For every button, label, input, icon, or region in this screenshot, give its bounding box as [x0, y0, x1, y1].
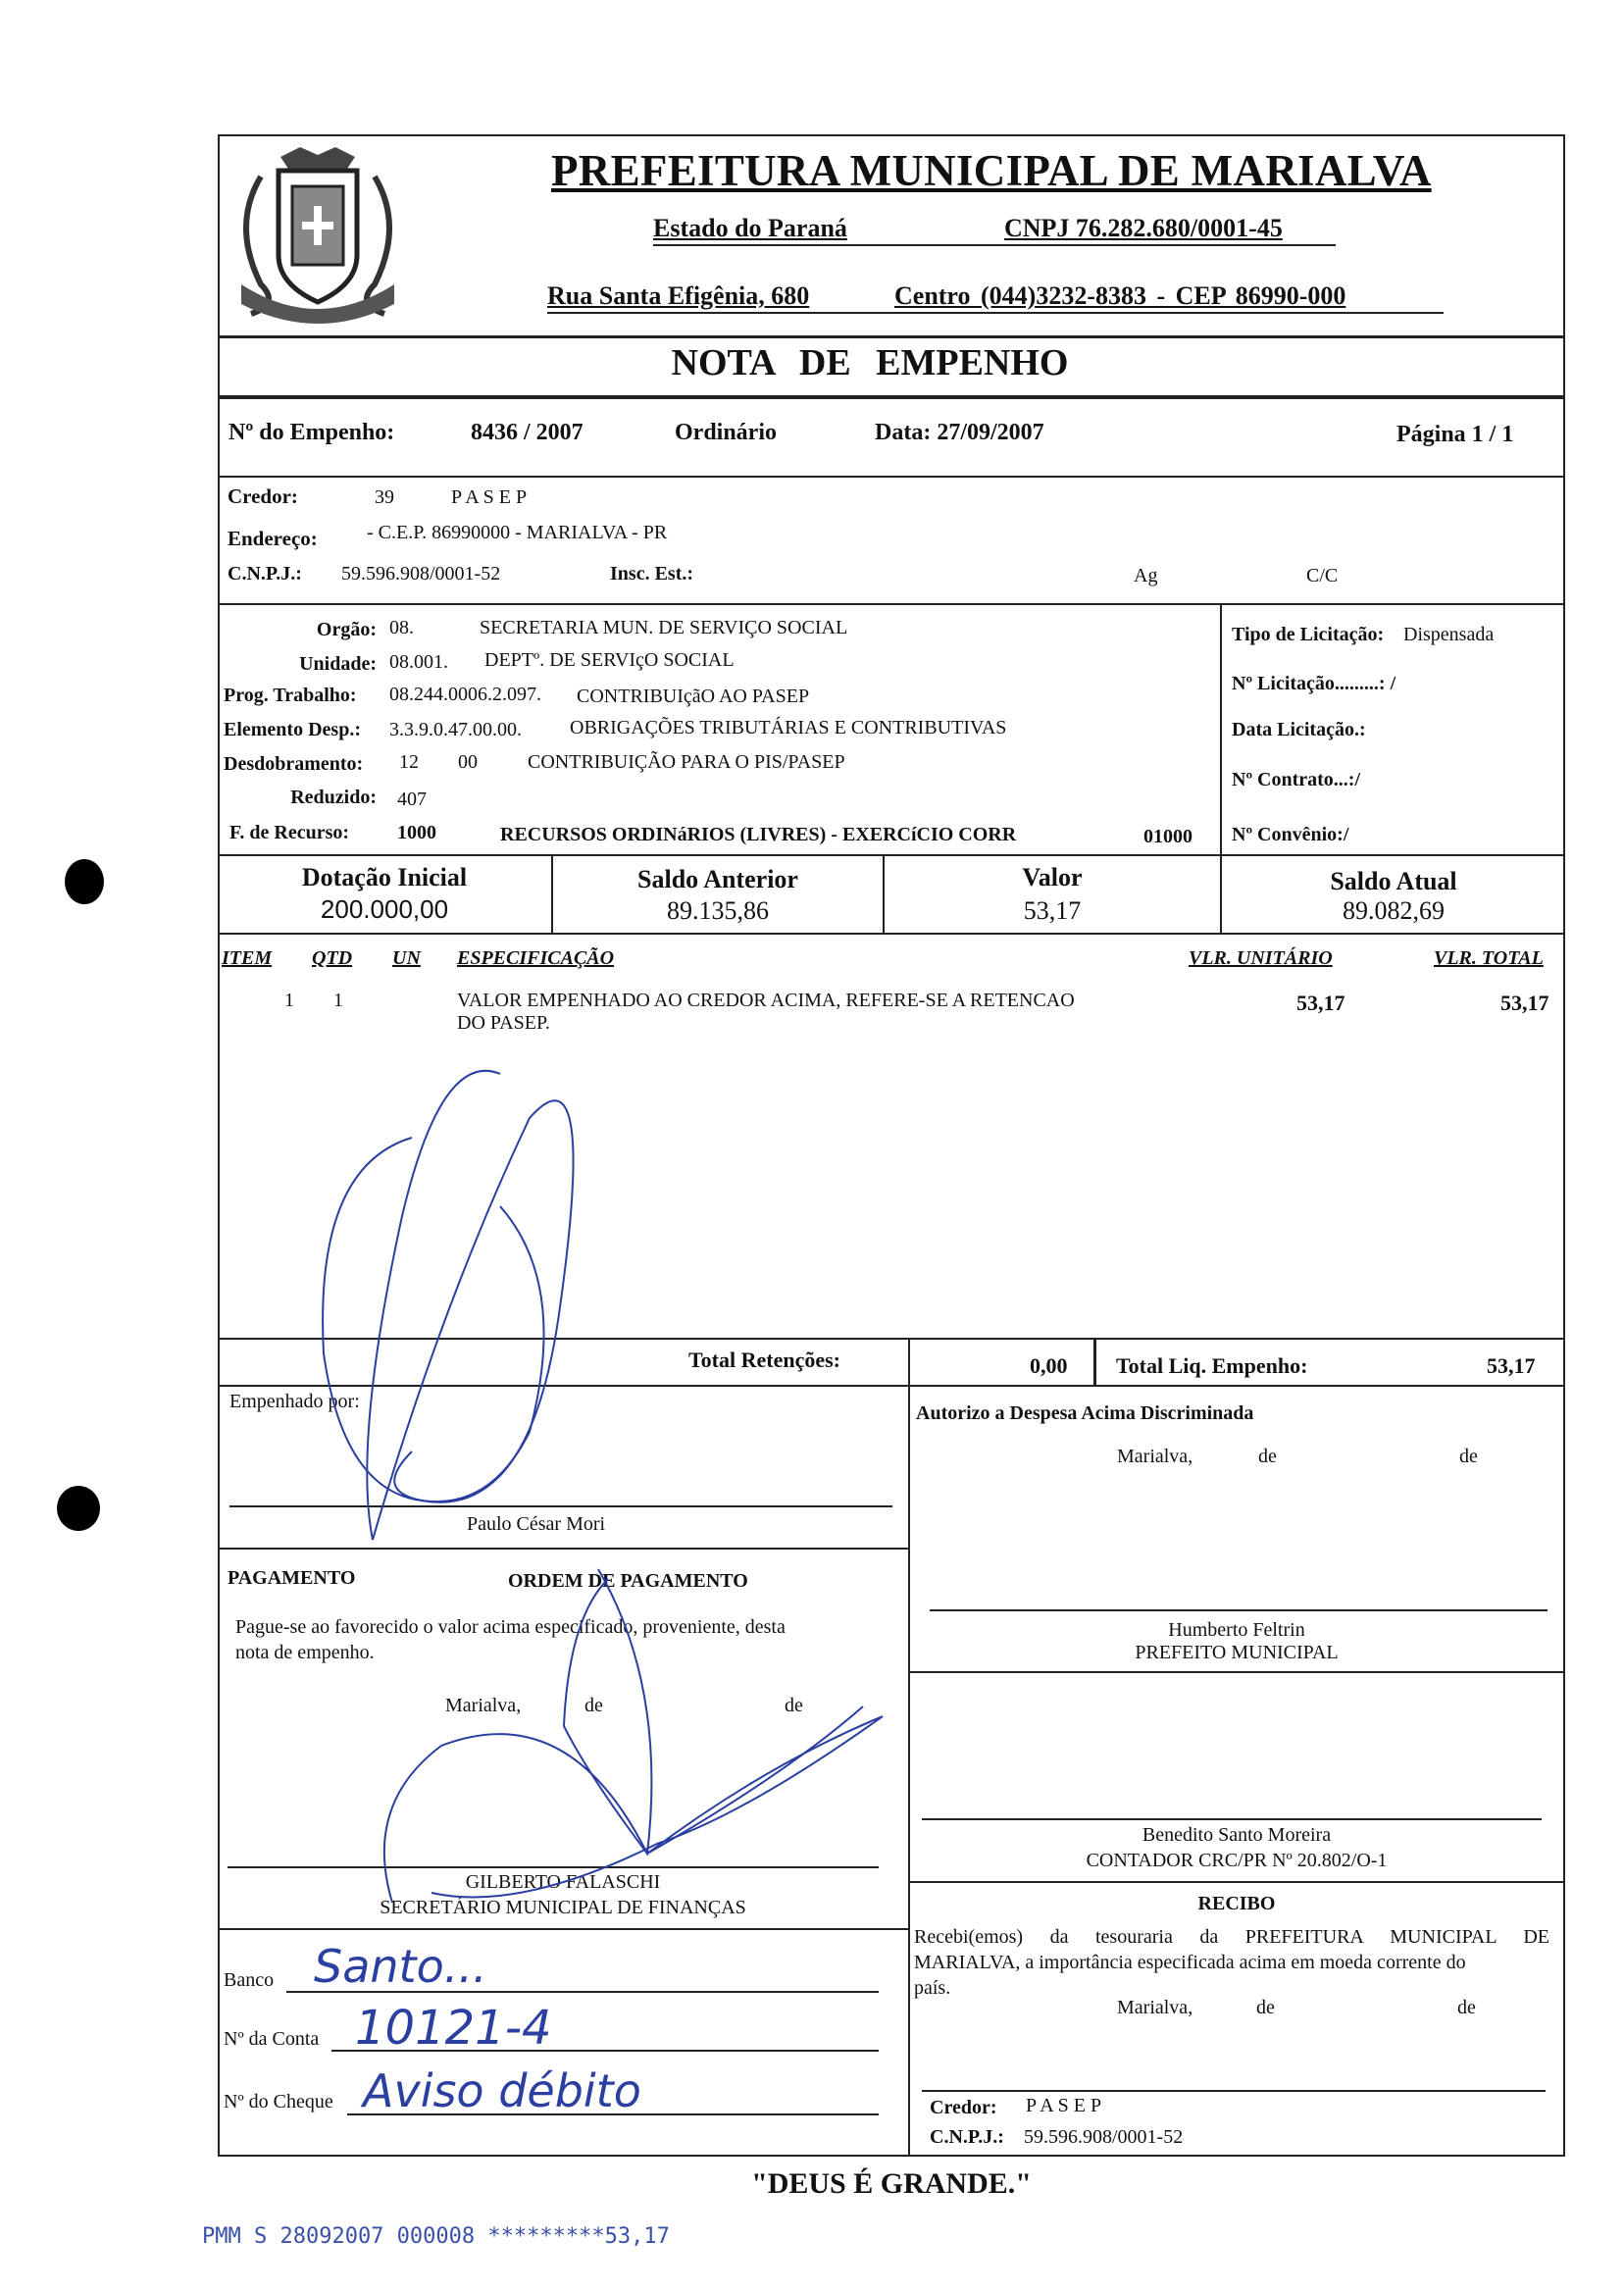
col-valor-unitario: VLR. UNITÁRIO	[1189, 947, 1333, 969]
col-valor-total: VLR. TOTAL	[1434, 947, 1544, 969]
tipo-licitacao-label: Tipo de Licitação:	[1232, 624, 1385, 645]
address-label: Endereço:	[228, 527, 318, 550]
data-licitacao: Data Licitação.:	[1232, 719, 1366, 740]
prog-name: CONTRIBUIçãO AO PASEP	[577, 686, 810, 707]
empenhado-name: Paulo César Mori	[467, 1513, 606, 1535]
divider	[1093, 1340, 1096, 1387]
desdobramento-code1: 12	[399, 751, 419, 773]
recibo-text-cont: MARIALVA, a importância especificada acima em moeda corrente do	[914, 1952, 1466, 1973]
pagamento-de1: de	[584, 1695, 603, 1716]
saldo-anterior-value: 89.135,86	[667, 896, 769, 925]
banco-label: Banco	[224, 1969, 275, 1991]
document-title: NOTA DE EMPENHO	[671, 342, 1069, 383]
signature-line	[930, 1609, 1548, 1611]
unidade-label: Unidade:	[299, 653, 377, 675]
empenho-number-label: Nº do Empenho:	[228, 420, 395, 445]
pagamento-de2: de	[785, 1695, 803, 1716]
elemento-label: Elemento Desp.:	[224, 719, 361, 740]
prefeito-name: Humberto Feltrin	[1168, 1619, 1305, 1641]
recibo-city: Marialva,	[1117, 1997, 1193, 2018]
recurso-code: 1000	[397, 822, 436, 843]
autorizo-de1: de	[1258, 1446, 1277, 1467]
contador-role: CONTADOR CRC/PR Nº 20.802/O-1	[1086, 1850, 1388, 1871]
punch-hole	[57, 1486, 100, 1531]
prog-label: Prog. Trabalho:	[224, 685, 357, 706]
divider	[908, 1338, 910, 1387]
empenho-date: Data: 27/09/2007	[875, 420, 1044, 445]
col-item: ITEM	[222, 947, 273, 969]
state-name: Estado do Paraná	[653, 214, 847, 242]
contador-name: Benedito Santo Moreira	[1142, 1824, 1332, 1846]
elemento-name: OBRIGAÇÕES TRIBUTÁRIAS E CONTRIBUTIVAS	[570, 717, 1007, 738]
valor-label: Valor	[1022, 863, 1083, 891]
tipo-licitacao: Dispensada	[1403, 624, 1495, 645]
pagamento-city: Marialva,	[445, 1695, 522, 1716]
desdobramento-name: CONTRIBUIÇÃO PARA O PIS/PASEP	[528, 751, 845, 773]
divider	[218, 603, 1565, 605]
valor-value: 53,17	[1023, 896, 1082, 925]
recibo-cnpj-label: C.N.P.J.:	[930, 2126, 1004, 2148]
credor-address: - C.E.P. 86990000 - MARIALVA - PR	[367, 522, 668, 543]
divider	[218, 854, 1565, 856]
divider	[908, 1385, 910, 2156]
saldo-atual-label: Saldo Atual	[1330, 867, 1457, 895]
recibo-label: RECIBO	[1197, 1893, 1276, 1914]
cheque-handwritten: Aviso débito	[363, 2064, 641, 2117]
empenho-type: Ordinário	[675, 420, 778, 445]
saldo-anterior-label: Saldo Anterior	[637, 865, 798, 893]
total-retencoes-label: Total Retenções:	[688, 1348, 840, 1372]
divider	[218, 933, 1565, 935]
item-number: 1	[284, 990, 294, 1011]
signature-secretario	[353, 1559, 902, 1932]
signature-line	[922, 1818, 1542, 1820]
item-qtd: 1	[333, 990, 343, 1011]
divider	[218, 476, 1565, 478]
recibo-de1: de	[1256, 1997, 1275, 2018]
item-description: VALOR EMPENHADO AO CREDOR ACIMA, REFERE-SE A RETENCAO	[457, 990, 1075, 1011]
empenhado-label: Empenhado por:	[229, 1391, 360, 1412]
header-rule	[653, 244, 1336, 246]
desdobramento-label: Desdobramento:	[224, 753, 364, 775]
recibo-text-end: país.	[914, 1977, 951, 1999]
ag-label: Ag	[1134, 565, 1158, 586]
recibo-de2: de	[1457, 1997, 1476, 2018]
divider	[218, 335, 1565, 338]
motto: "DEUS É GRANDE."	[751, 2167, 1032, 2200]
saldo-atual-value: 89.082,69	[1343, 896, 1445, 925]
payment-stamp: PMM S 28092007 000008 *********53,17	[202, 2224, 670, 2249]
municipality-title: PREFEITURA MUNICIPAL DE MARIALVA	[551, 146, 1432, 195]
divider	[218, 395, 1565, 399]
reduzido-label: Reduzido:	[290, 787, 377, 808]
elemento-code: 3.3.9.0.47.00.00.	[389, 719, 522, 740]
signature-empenhado	[294, 1059, 588, 1550]
numero-contrato: Nº Contrato...:/	[1232, 769, 1361, 790]
col-qtd: QTD	[312, 947, 353, 969]
reduzido-code: 407	[397, 789, 427, 810]
credor-cnpj-label: C.N.P.J.:	[228, 563, 302, 585]
divider	[1220, 603, 1222, 854]
dotacao-value: 200.000,00	[320, 894, 449, 924]
empenho-number: 8436 / 2007	[471, 420, 584, 445]
col-un: UN	[392, 947, 421, 969]
credor-label: Credor:	[228, 484, 298, 508]
unidade-name: DEPTº. DE SERVIçO SOCIAL	[484, 649, 735, 671]
credor-cnpj: 59.596.908/0001-52	[341, 563, 501, 585]
punch-hole	[65, 859, 104, 904]
recibo-credor: P A S E P	[1026, 2095, 1102, 2116]
desdobramento-code2: 00	[458, 751, 478, 773]
recurso-name: RECURSOS ORDINáRIOS (LIVRES) - EXERCíCIO CORR	[500, 824, 1017, 845]
total-liquido-label: Total Liq. Empenho:	[1116, 1353, 1308, 1378]
coat-of-arms-icon	[222, 137, 414, 333]
dotacao-label: Dotação Inicial	[301, 863, 468, 891]
item-unit-value: 53,17	[1296, 991, 1345, 1015]
recibo-credor-label: Credor:	[930, 2097, 997, 2118]
ordem-pagamento-label: ORDEM DE PAGAMENTO	[508, 1570, 748, 1592]
pagamento-text-cont: nota de empenho.	[235, 1642, 375, 1663]
page-number: Página 1 / 1	[1396, 422, 1514, 447]
pagamento-label: PAGAMENTO	[228, 1567, 356, 1589]
insc-est-label: Insc. Est.:	[610, 563, 694, 585]
street-address: Rua Santa Efigênia, 680	[547, 281, 810, 310]
orgao-code: 08.	[389, 617, 414, 638]
orgao-name: SECRETARIA MUN. DE SERVIÇO SOCIAL	[480, 617, 848, 638]
recurso-code2: 01000	[1143, 826, 1193, 847]
recibo-text: Recebi(emos) da tesouraria da PREFEITURA MUNICIPAL DE	[914, 1926, 1549, 1948]
pagamento-text: Pague-se ao favorecido o valor acima especificado, proveniente, desta	[235, 1616, 786, 1638]
secretario-name: GILBERTO FALASCHI	[465, 1871, 661, 1893]
total-liquido: 53,17	[1487, 1353, 1536, 1378]
header-rule	[547, 312, 1444, 314]
secretario-role: SECRETÁRIO MUNICIPAL DE FINANÇAS	[380, 1897, 746, 1918]
cc-label: C/C	[1306, 565, 1339, 586]
prog-code: 08.244.0006.2.097.	[389, 684, 541, 705]
conta-label: Nº da Conta	[224, 2028, 320, 2050]
conta-handwritten: 10121-4	[355, 2001, 552, 2056]
credor-code: 39	[375, 486, 394, 508]
district-phone: Centro (044)3232-8383 - CEP 86990-000	[894, 281, 1346, 310]
item-description-cont: DO PASEP.	[457, 1012, 550, 1034]
cheque-label: Nº do Cheque	[224, 2091, 333, 2112]
prefeito-role: PREFEITO MUNICIPAL	[1135, 1642, 1339, 1663]
numero-convenio: Nº Convênio:/	[1232, 824, 1349, 845]
unidade-code: 08.001.	[389, 651, 448, 673]
credor-name: P A S E P	[451, 486, 528, 508]
divider	[908, 1671, 1565, 1673]
banco-handwritten: Santo...	[314, 1940, 487, 1993]
municipality-cnpj: CNPJ 76.282.680/0001-45	[1004, 214, 1283, 242]
autorizo-de2: de	[1459, 1446, 1478, 1467]
total-retencoes: 0,00	[1030, 1353, 1068, 1378]
autorizo-label: Autorizo a Despesa Acima Discriminada	[916, 1402, 1254, 1424]
orgao-label: Orgão:	[316, 619, 377, 640]
signature-line	[922, 2090, 1546, 2092]
divider	[908, 1881, 1565, 1883]
autorizo-city: Marialva,	[1117, 1446, 1193, 1467]
item-total-value: 53,17	[1500, 991, 1549, 1015]
recurso-label: F. de Recurso:	[229, 822, 350, 843]
recibo-cnpj: 59.596.908/0001-52	[1024, 2126, 1184, 2148]
numero-licitacao: Nº Licitação.........: /	[1232, 673, 1396, 694]
col-especificacao: ESPECIFICAÇÃO	[457, 947, 615, 969]
